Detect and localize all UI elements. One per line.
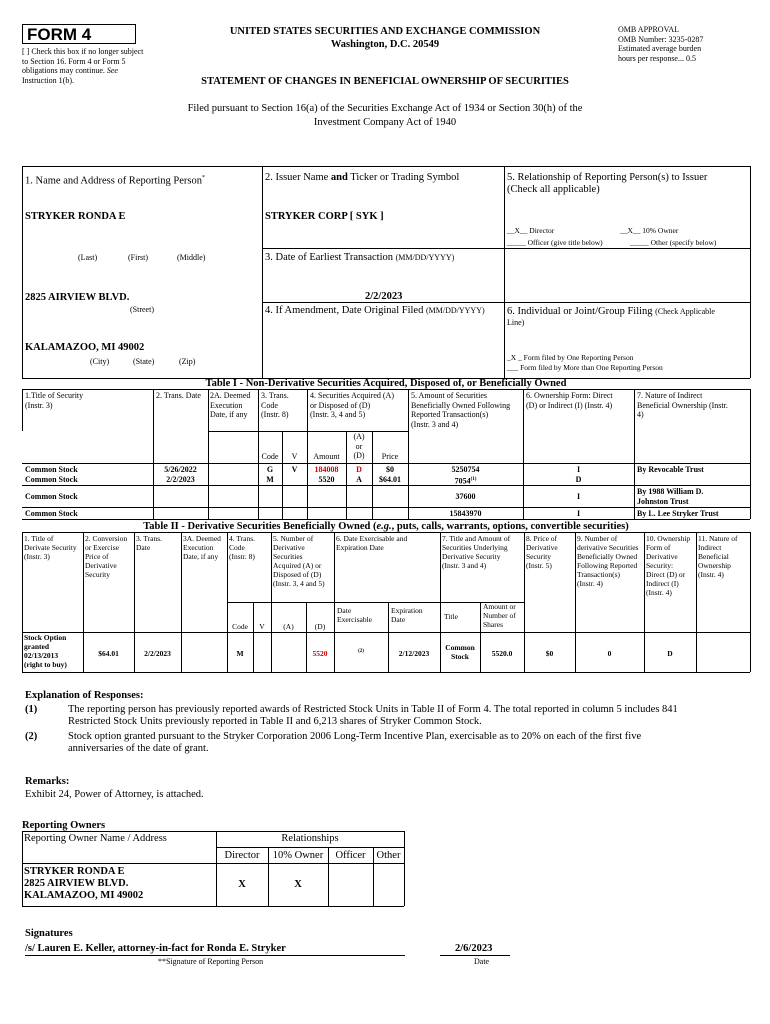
earliest-transaction-date: 2/2/2023 [365, 291, 403, 302]
t2-h-title: 1. Title of Derivate Security (Instr. 3) [24, 534, 77, 561]
table-row-cell: Stock Option granted 02/13/2013 (right to buy) [24, 633, 67, 669]
street-value: 2825 AIRVIEW BLVD. [25, 292, 130, 303]
table-row-cell: Common Stock [25, 465, 78, 474]
t2-h-nature: 11. Nature of Indirect Beneficial Ownership (Instr. 4) [698, 534, 738, 579]
state-label: (State) [133, 357, 155, 366]
table2-title: Table II - Derivative Securities Beneficially Owned (e.g., puts, calls, warrants, options, convertible securities) [143, 521, 629, 532]
reporting-person-name: STRYKER RONDA E [25, 211, 126, 222]
signature-date: 2/6/2023 [455, 943, 493, 954]
agency-name: UNITED STATES SECURITIES AND EXCHANGE COMMISSION [229, 26, 541, 37]
owners-col-director: Director [224, 850, 260, 861]
filed-by-one-check[interactable]: _X _ Form filed by One Reporting Person [507, 353, 634, 362]
director-check[interactable]: __X__ Director [507, 226, 555, 235]
zip-label: (Zip) [179, 357, 196, 366]
box6-label: 6. Individual or Joint/Group Filing (Check Applicable Line) [507, 306, 715, 327]
t2-sub-code: Code [232, 622, 248, 631]
t1-h-securities: 4. Securities Acquired (A) or Disposed of (D) (Instr. 3, 4 and 5) [310, 391, 394, 419]
t1-h-ownership-form: 6. Ownership Form: Direct (D) or Indirect (I) (Instr. 4) [526, 391, 613, 410]
statement-title: STATEMENT OF CHANGES IN BENEFICIAL OWNERSHIP OF SECURITIES [201, 76, 569, 87]
t2-h-exercisable: 6. Date Exercisable and Expiration Date [336, 534, 408, 552]
first-label: (First) [128, 253, 148, 262]
t1-h-code: 3. Trans. Code (Instr. 8) [261, 391, 289, 419]
city-value: KALAMAZOO, MI 49002 [25, 342, 145, 353]
signatures-heading: Signatures [25, 928, 73, 939]
t2-sub-d: (D) [314, 622, 326, 631]
t2-sub-date-exercisable: Date Exercisable [337, 606, 372, 624]
other-check[interactable]: _____ Other (specify below) [630, 238, 717, 247]
t1-sub-aord: (A) or (D) [353, 432, 365, 460]
t2-sub-amount: Amount or Number of Shares [483, 602, 516, 629]
t1-sub-price: Price [381, 452, 399, 461]
t2-h-owned: 9. Number of derivative Securities Beneficially Owned Following Reported Transaction(s) (Instr. 4) [577, 534, 639, 588]
t2-h-price: 8. Price of Derivative Security (Instr. 5) [526, 534, 558, 570]
t1-sub-amount: Amount [313, 452, 340, 461]
box4-label: 4. If Amendment, Date Original Filed (MM/DD/YYYY) [265, 305, 485, 316]
t1-h-deemed: 2A. Deemed Execution Date, if any [210, 391, 251, 419]
box5-label: 5. Relationship of Reporting Person(s) to Issuer (Check all applicable) [507, 172, 708, 195]
signer-name: /s/ Lauren E. Keller, attorney-in-fact for Ronda E. Stryker [25, 943, 286, 954]
t2-h-code: 4. Trans. Code (Instr. 8) [229, 534, 256, 561]
owner-name-address: STRYKER RONDA E 2825 AIRVIEW BLVD. KALAMAZOO, MI 49002 [24, 866, 144, 901]
owners-heading: Reporting Owners [22, 820, 106, 831]
remarks-text: Exhibit 24, Power of Attorney, is attached. [25, 789, 204, 800]
footnote-2-num: (2) [25, 731, 38, 742]
officer-check[interactable]: _____ Officer (give title below) [507, 238, 603, 247]
t1-h-amount-owned: 5. Amount of Securities Beneficially Owned Following Reported Transaction(s) (Instr. 3 and 4) [411, 391, 511, 429]
table-row-cell: Common Stock [25, 509, 78, 518]
box1-label: 1. Name and Address of Reporting Person* [25, 175, 206, 187]
filed-by-more-check[interactable]: ___ Form filed by More than One Reporting Person [507, 363, 663, 372]
t1-h-date: 2. Trans. Date [156, 391, 201, 400]
owners-col-officer: Officer [335, 850, 366, 861]
t2-h-ownership-form: 10. Ownership Form of Derivative Security: Direct (D) or Indirect (I) (Instr. 4) [646, 534, 691, 597]
remarks-heading: Remarks: [25, 776, 70, 787]
t2-h-deemed: 3A. Deemed Execution Date, if any [183, 534, 221, 561]
t2-sub-expiration: Expiration Date [391, 606, 423, 624]
filed-pursuant-line2: Investment Company Act of 1940 [313, 117, 457, 128]
agency-location: Washington, D.C. 20549 [330, 39, 440, 50]
last-label: (Last) [78, 253, 98, 262]
owners-col-name: Reporting Owner Name / Address [24, 833, 167, 844]
owners-col-ten: 10% Owner [272, 850, 324, 861]
footnote-1: The reporting person has previously reported awards of Restricted Stock Units in Table II of Form 4. The total reported in column 5 includes 841 Restricted Stock Units previously reported in Table II and 6,213 shares of Stryker Common Stock. [68, 704, 678, 727]
owners-col-relationships: Relationships [281, 833, 339, 844]
owner-director-mark: X [238, 879, 246, 890]
city-label: (City) [90, 357, 110, 366]
t2-sub-v: V [259, 622, 265, 631]
grid-top-rule [22, 166, 750, 167]
explanation-heading: Explanation of Responses: [25, 690, 144, 701]
date-caption: Date [474, 957, 490, 966]
t1-h-nature: 7. Nature of Indirect Beneficial Ownership (Instr. 4) [637, 391, 728, 419]
form-title: FORM 4 [22, 24, 136, 44]
issuer-name: STRYKER CORP [ SYK ] [265, 211, 384, 222]
table1-title: Table I - Non-Derivative Securities Acquired, Disposed of, or Beneficially Owned [205, 378, 567, 389]
t2-h-number: 5. Number of Derivative Securities Acquired (A) or Disposed of (D) (Instr. 3, 4 and 5) [273, 534, 325, 588]
t2-h-date: 3. Trans. Date [136, 534, 163, 552]
box3-label: 3. Date of Earliest Transaction (MM/DD/YYYY) [265, 252, 455, 263]
owner-ten-mark: X [294, 879, 302, 890]
footnote-2: Stock option granted pursuant to the Stryker Corporation 2006 Long-Term Incentive Plan, exercisable as to 20% on each of the first five anniversaries of the date of grant. [68, 731, 642, 754]
middle-label: (Middle) [177, 253, 206, 262]
filed-pursuant-line1: Filed pursuant to Section 16(a) of the Securities Exchange Act of 1934 or Section 30(h) of the [187, 103, 583, 114]
street-label: (Street) [130, 305, 154, 314]
footnote-1-num: (1) [25, 704, 38, 715]
t1-sub-code: Code [261, 452, 279, 461]
t2-h-conversion: 2. Conversion or Exercise Price of Derivative Security [85, 534, 128, 579]
t1-h-title: 1.Title of Security (Instr. 3) [25, 391, 84, 410]
t2-sub-a: (A) [283, 622, 294, 631]
signature-caption: **Signature of Reporting Person [158, 957, 264, 966]
omb-approval: OMB APPROVAL OMB Number: 3235-0287 Estimated average burden hours per response... 0.5 [618, 25, 704, 63]
t2-sub-title: Title [444, 612, 458, 621]
t1-sub-v: V [291, 452, 298, 461]
table-row-cell: Common Stock [25, 492, 78, 501]
owners-col-other: Other [376, 850, 401, 861]
ten-pct-owner-check[interactable]: __X__ 10% Owner [620, 226, 679, 235]
box2-label: 2. Issuer Name and Ticker or Trading Symbol [265, 172, 460, 183]
t2-h-underlying: 7. Title and Amount of Securities Underlying Derivative Security (Instr. 3 and 4) [442, 534, 511, 570]
table-row-cell: Common Stock [25, 475, 78, 484]
check-box-note[interactable]: [ ] Check this box if no longer subject to Section 16. Form 4 or Form 5 obligations may continue. See Instruction 1(b). [22, 47, 144, 85]
